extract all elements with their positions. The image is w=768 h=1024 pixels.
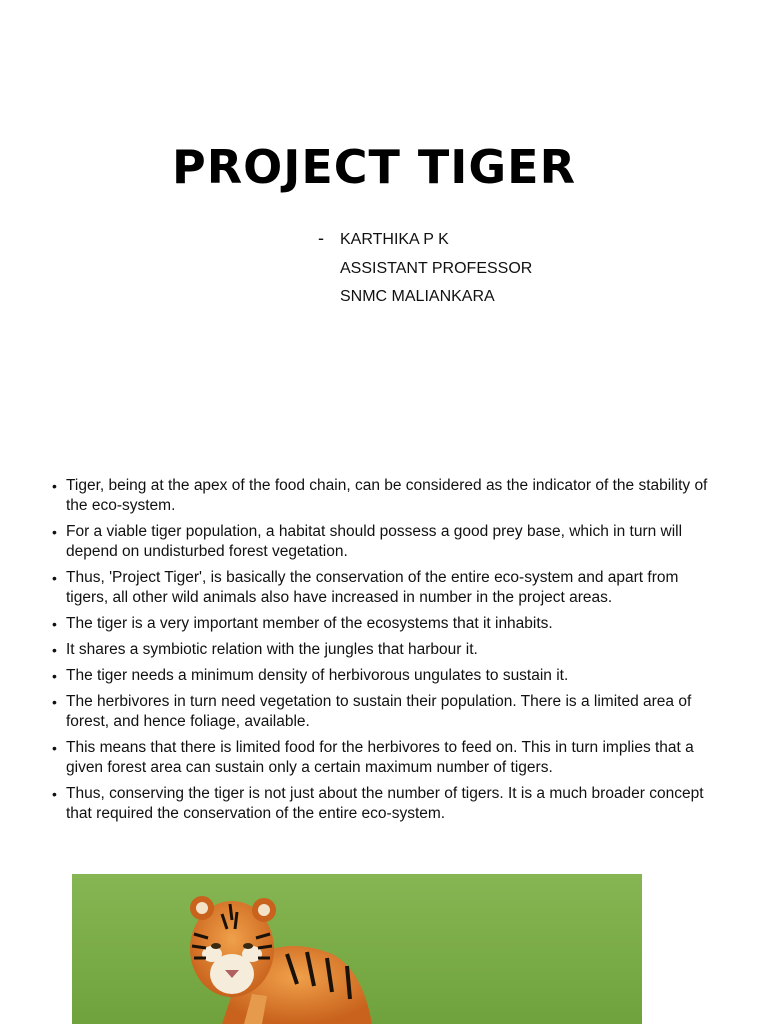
tiger-photo [72,874,642,1024]
list-item [48,614,708,634]
list-item-text: It shares a symbiotic relation with the jungles that harbour it. [66,641,478,658]
bullet-icon: • [52,668,57,684]
bullet-list [48,476,708,830]
bullet-icon: • [52,570,57,586]
list-item [48,522,708,562]
list-item-text: The tiger needs a minimum density of herbivorous ungulates to sustain it. [66,667,569,684]
bullet-icon: • [52,478,57,494]
bullet-icon: • [52,740,57,756]
list-item [48,784,708,824]
list-item-text: The herbivores in turn need vegetation to sustain their population. There is a limited area of forest, and hence foliage, available. [66,693,692,730]
tiger-illustration [72,874,642,1024]
author-role: ASSISTANT PROFESSOR [340,260,533,277]
list-item [48,568,708,608]
author-dash: - [318,228,324,248]
bullet-icon: • [52,616,57,632]
list-item [48,476,708,516]
bullet-icon: • [52,786,57,802]
list-item-text: Thus, conserving the tiger is not just about the number of tigers. It is a much broader concept that required the conservation of the entire eco-system. [66,785,704,822]
bullet-icon: • [52,642,57,658]
list-item-text: Thus, 'Project Tiger', is basically the conservation of the entire eco-system and apart from tigers, all other wild animals also have increased in number in the project areas. [66,569,679,606]
list-item [48,666,708,686]
bullet-icon: • [52,694,57,710]
list-item [48,738,708,778]
page-title: PROJECT TIGER [171,140,577,194]
list-item [48,640,708,660]
list-item-text: Tiger, being at the apex of the food chain, can be considered as the indicator of the stability of the eco-system. [66,477,708,514]
author-institution: SNMC MALIANKARA [340,288,495,305]
list-item [48,692,708,732]
list-item-text: For a viable tiger population, a habitat should possess a good prey base, which in turn will depend on undisturbed forest vegetation. [66,523,683,560]
list-item-text: This means that there is limited food for the herbivores to feed on. This in turn implies that a given forest area can sustain only a certain maximum number of tigers. [66,739,694,776]
bullet-icon: • [52,524,57,540]
list-item-text: The tiger is a very important member of the ecosystems that it inhabits. [66,615,553,632]
author-name: KARTHIKA P K [340,231,449,248]
